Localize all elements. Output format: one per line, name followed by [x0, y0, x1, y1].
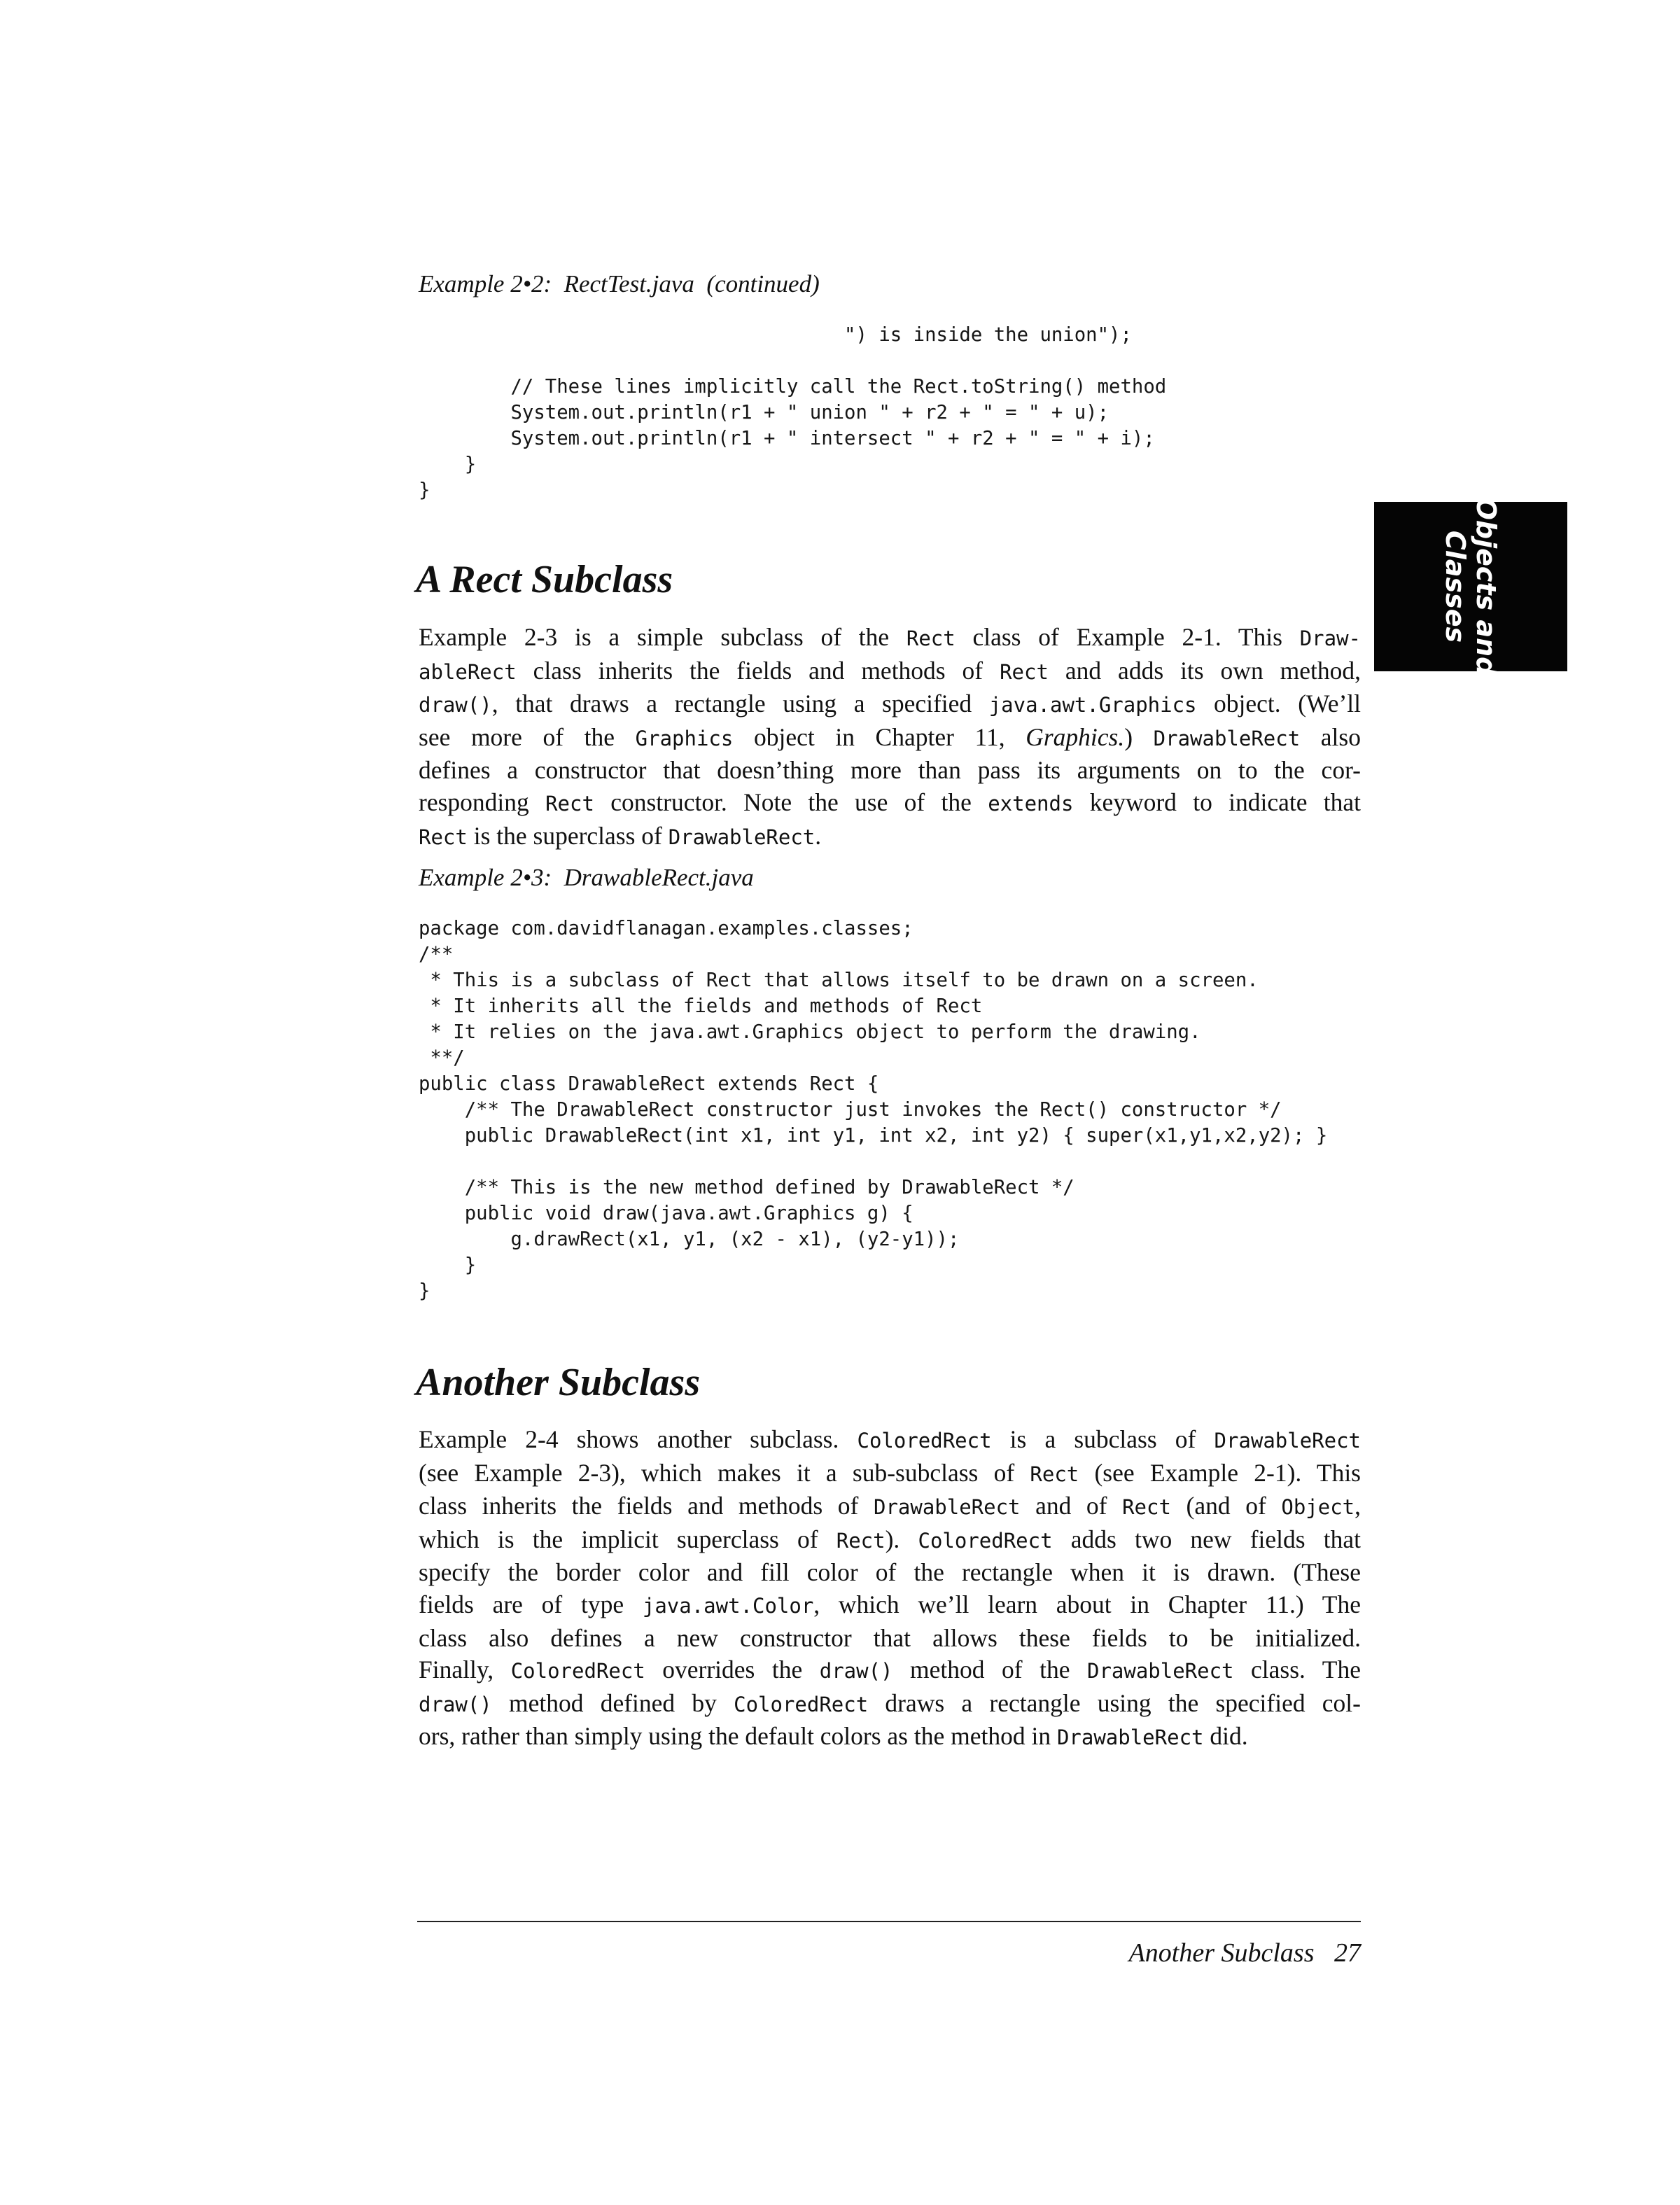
inline-code: DrawableRect: [1056, 1726, 1204, 1750]
text-line: see more of the Graphics object in Chapter 11, Graphics.) DrawableRect also: [419, 722, 1361, 751]
inline-code: Rect: [906, 626, 955, 650]
inline-code: DrawableRect: [1153, 726, 1301, 750]
inline-code: DrawableRect: [873, 1495, 1021, 1520]
inline-code: DrawableRect: [1214, 1429, 1361, 1452]
inline-code: Rect: [1000, 659, 1049, 684]
inline-code: ableRect: [419, 659, 517, 684]
inline-code: ColoredRect: [857, 1429, 992, 1452]
text-line: Rect is the superclass of DrawableRect.: [419, 821, 822, 850]
inline-code: Graphics: [635, 726, 734, 750]
footer-running-title: Another Subclass: [1128, 1938, 1315, 1968]
example-2-2-caption: Example 2•2: RectTest.java (continued): [419, 270, 820, 298]
page-footer: [1129, 1936, 1361, 1970]
text-line: draw(), that draws a rectangle using a specified java.awt.Graphics object. (We’ll: [419, 690, 1361, 718]
inline-code: draw(): [819, 1659, 893, 1684]
example-2-3-caption: Example 2•3: DrawableRect.java: [419, 864, 754, 891]
page-number: 27: [1334, 1938, 1361, 1968]
text-line: class inherits the fields and methods of DrawableRect and of Rect (and of Object,: [419, 1492, 1361, 1520]
inline-code: draw(): [419, 693, 492, 718]
inline-code: Rect: [836, 1528, 886, 1553]
section-heading-rect-subclass: A Rect Subclass: [416, 558, 673, 601]
inline-code: ColoredRect: [510, 1659, 645, 1684]
chapter-tab-label: [1440, 482, 1502, 692]
text-line: which is the implicit superclass of Rect). ColoredRect adds two new fields that: [419, 1525, 1361, 1553]
section-another-subclass-paragraph: [419, 1424, 1361, 1754]
inline-code: Rect: [419, 825, 468, 849]
text-line: (see Example 2-3), which makes it a sub-subclass of Rect (see Example 2-1). This: [419, 1458, 1361, 1487]
text-line: defines a constructor that doesn’thing more than pass its arguments on to the cor-: [419, 756, 1361, 785]
inline-code: ColoredRect: [734, 1692, 869, 1716]
inline-code: java.awt.Graphics: [988, 693, 1197, 718]
footer-rule: [417, 1921, 1361, 1922]
text-line: ors, rather than simply using the default colors as the method in DrawableRect did.: [419, 1722, 1248, 1751]
section-rect-subclass-paragraph: [419, 622, 1361, 853]
section-heading-another-subclass: Another Subclass: [416, 1361, 701, 1404]
text-line: Example 2-4 shows another subclass. ColoredRect is a subclass of DrawableRect: [419, 1425, 1361, 1453]
text-line: ableRect class inherits the fields and methods of Rect and adds its own method,: [419, 656, 1361, 685]
text-line: fields are of type java.awt.Color, which we’ll learn about in Chapter 11.) The: [419, 1590, 1362, 1618]
inline-code: draw(): [419, 1692, 492, 1716]
example-2-3-code: package com.davidflanagan.examples.classes; /** * This is a subclass of Rect that allows itself to be drawn on a screen. * It inherits all the fields and methods of Rect * It relies on the java.awt.Graphics object to perform the drawing. **/ public class DrawableRect extends Rect { /** The DrawableRect constructor just invokes the Rect() constructor */ public DrawableRect(int x1, int y1, int x2, int y2) { super(x1,y1,x2,y2); } /** This is the new method defined by DrawableRect */ public void draw(java.awt.Graphics g) { g.drawRect(x1, y1, (x2 - x1), (y2-y1)); } }: [419, 918, 1328, 1302]
inline-code: Rect: [1030, 1462, 1079, 1486]
example-2-2-code: ") is inside the union"); // These lines implicitly call the Rect.toString() method System.out.println(r1 + " union " + r2 + " = " + u); System.out.println(r1 + " intersect " + r2 + " = " + i); } }: [419, 324, 1167, 501]
text-line: class also defines a new constructor that allows these fields to be initialized.: [419, 1623, 1361, 1652]
inline-code: ColoredRect: [918, 1528, 1053, 1553]
chapter-tab-line-2: Classes: [1440, 530, 1471, 643]
inline-code: extends: [988, 791, 1074, 816]
emphasis: Graphics.: [1026, 722, 1125, 751]
inline-code: Rect: [1122, 1495, 1171, 1520]
chapter-tab-line-1: Objects and: [1471, 497, 1502, 676]
inline-code: DrawableRect: [1087, 1659, 1234, 1684]
inline-code: java.awt.Color: [642, 1593, 814, 1618]
inline-code: Draw-: [1299, 626, 1361, 650]
text-line: responding Rect constructor. Note the use of the extends keyword to indicate that: [419, 788, 1362, 816]
text-line: Example 2-3 is a simple subclass of the Rect class of Example 2-1. This Draw-: [419, 623, 1361, 651]
text-line: draw() method defined by ColoredRect draws a rectangle using the specified col-: [419, 1688, 1361, 1717]
text-line: Finally, ColoredRect overrides the draw() method of the DrawableRect class. The: [419, 1656, 1361, 1684]
inline-code: DrawableRect: [668, 825, 816, 849]
inline-code: Rect: [545, 791, 594, 816]
text-line: specify the border color and fill color of the rectangle when it is drawn. (These: [419, 1558, 1361, 1587]
inline-code: Object: [1281, 1495, 1355, 1520]
